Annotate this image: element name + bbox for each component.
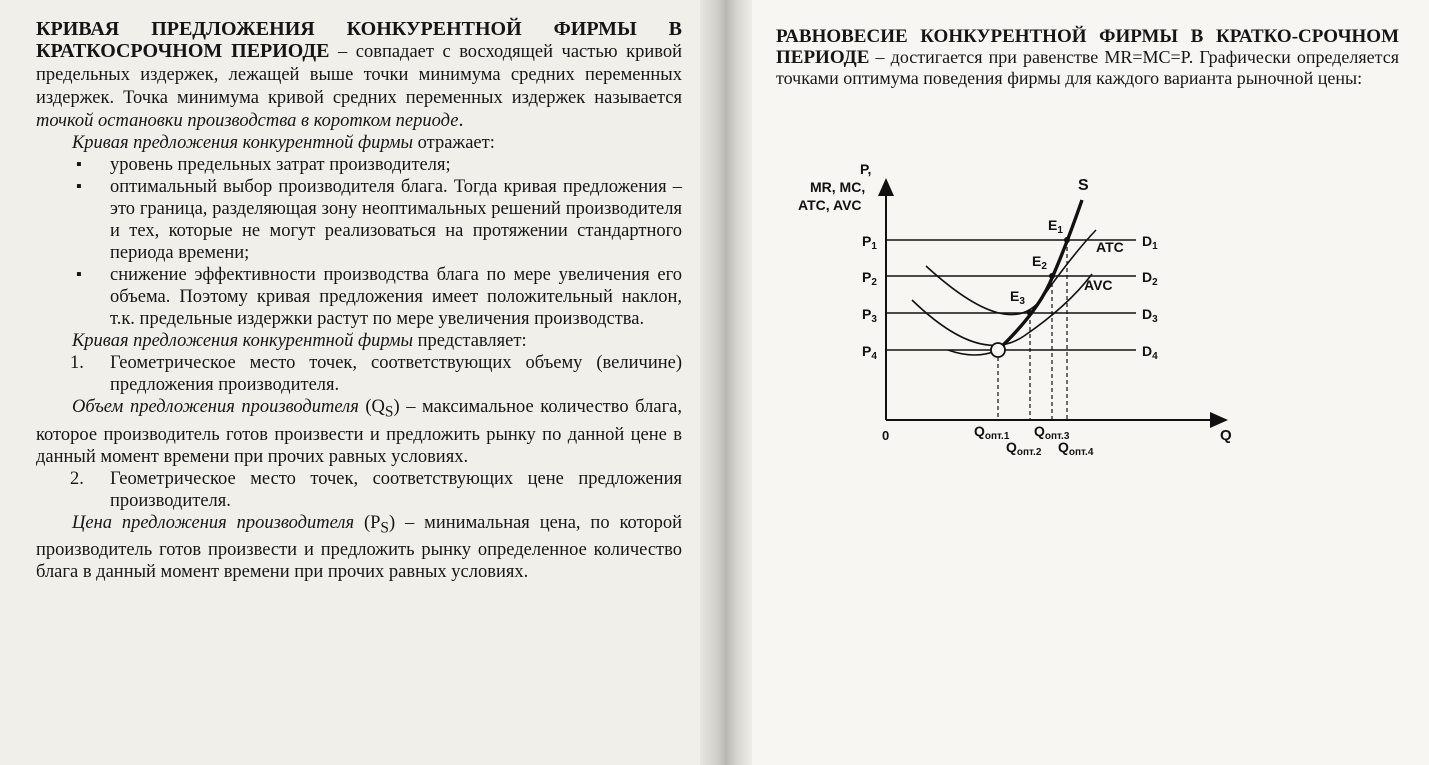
volume-def: ) – максимальное количество блага, которое производитель готов произвести и предложить рынку по данной цене в данный момент времени при прочих равных условиях. <box>36 397 682 467</box>
list-item: ▪ оптимальный выбор производителя блага. Тогда кривая предложения – это граница, разделяющая зону неоптимальных решений производителя и тех, которые не могут реализоваться на протяжении стандартного периода времени; <box>110 176 682 264</box>
right-page <box>752 0 1429 765</box>
supply-curve-text: – совпадает с восходящей частью кривой предельных издержек, лежащей выше точки минимума средних переменных издержек. Точка минимума кривой средних переменных издержек называется <box>36 42 683 108</box>
reflects-rest: отражает: <box>413 133 495 153</box>
volume-sub: S <box>384 403 394 421</box>
y-axis-label: ATC, AVC <box>798 197 862 213</box>
demand-label-d1: $D_1$ <box>1142 233 1158 252</box>
x-axis-label: Q <box>1220 427 1232 444</box>
period: . <box>458 109 464 131</box>
e2-label: $E_2$ <box>1032 253 1047 272</box>
price-def: ) – минимальная цена, по которой производитель готов произвести и предложить рынку определенное количество блага в данный момент времени при прочих равных условиях. <box>36 512 683 583</box>
q-opt-2-label: $Q_{опт.2}$ <box>1006 439 1042 458</box>
represents-rest: представляет: <box>413 331 527 351</box>
origin-label: 0 <box>882 428 890 443</box>
list-item <box>70 468 682 512</box>
price-term: Цена предложения производителя <box>72 512 355 533</box>
price-label-p1: $P_1$ <box>862 233 877 252</box>
price-sub: S <box>380 519 389 537</box>
volume-definition <box>36 396 682 468</box>
item-number: 2. <box>70 468 84 489</box>
item-text: Геометрическое место точек, соответствующих объему (величине) предложения производителя. <box>110 353 682 395</box>
represents-term: Кривая предложения конкурентной фирмы <box>72 331 414 351</box>
price-rest: (P <box>354 512 381 533</box>
book-gutter <box>700 0 752 765</box>
e3-label: $E_3$ <box>1010 288 1025 307</box>
list-item <box>70 352 682 396</box>
represents-list-2 <box>36 468 682 512</box>
y-axis-label: P, <box>860 161 872 177</box>
volume-rest: (Q <box>358 397 385 417</box>
supply-curve-definition <box>36 18 682 132</box>
price-label-p3: $P_3$ <box>862 306 877 325</box>
q-opt-1-label: $Q_{опт.1}$ <box>974 423 1010 442</box>
represents-heading <box>36 330 682 352</box>
list-item: ▪ снижение эффективности производства блага по мере увеличения его объема. Поэтому кривая предложения имеет положительный наклон, т.к. предельные издержки растут по мере увеличения производства. <box>110 264 682 330</box>
avc-label: AVC <box>1084 277 1113 293</box>
price-label-p2: $P_2$ <box>862 269 877 288</box>
equilibrium-title: РАВНОВЕСИЕ КОНКУРЕНТНОЙ ФИРМЫ В КРАТКО-СРОЧНОМ ПЕРИОДЕ <box>776 26 1399 68</box>
reflects-term: Кривая предложения конкурентной фирмы <box>72 133 414 153</box>
supply-curve-s <box>998 200 1082 350</box>
equilibrium-definition <box>776 26 1399 89</box>
q-opt-3-label: $Q_{опт.3}$ <box>1034 423 1070 442</box>
shutdown-point-term: точкой остановки производства в коротком периоде <box>36 111 459 131</box>
price-definition <box>36 512 682 584</box>
price-label-p4: $P_4$ <box>862 343 877 362</box>
represents-list-1 <box>36 352 682 396</box>
q-opt-4-label: $Q_{опт.4}$ <box>1058 439 1094 458</box>
supply-curve-title: КРИВАЯ ПРЕДЛОЖЕНИЯ КОНКУРЕНТНОЙ ФИРМЫ В КРАТКОСРОЧНОМ ПЕРИОДЕ <box>36 18 682 62</box>
avc-curve <box>912 274 1092 345</box>
y-axis-label: MR, MC, <box>810 179 866 195</box>
shutdown-point <box>991 343 1005 357</box>
item-number: 1. <box>70 353 84 373</box>
atc-label: ATC <box>1096 239 1124 255</box>
supply-curve-label: S <box>1078 177 1089 194</box>
e1-label: $E_1$ <box>1048 217 1063 236</box>
equilibrium-text: – достигается при равенстве MR=MC=P. Графически определяется точками оптимума поведения фирмы для каждого варианта рыночной цены: <box>776 47 1399 88</box>
demand-label-d3: $D_3$ <box>1142 306 1158 325</box>
list-item: ▪ уровень предельных затрат производителя; <box>110 154 682 176</box>
item-text: Геометрическое место точек, соответствующих цене предложения производителя. <box>110 468 682 511</box>
equilibrium-graph <box>780 128 1260 458</box>
reflects-list <box>36 154 682 330</box>
volume-term: Объем предложения производителя <box>72 397 359 417</box>
demand-label-d2: $D_2$ <box>1142 269 1158 288</box>
demand-label-d4: $D_4$ <box>1142 343 1158 362</box>
reflects-heading <box>36 132 682 154</box>
left-page <box>0 0 712 765</box>
